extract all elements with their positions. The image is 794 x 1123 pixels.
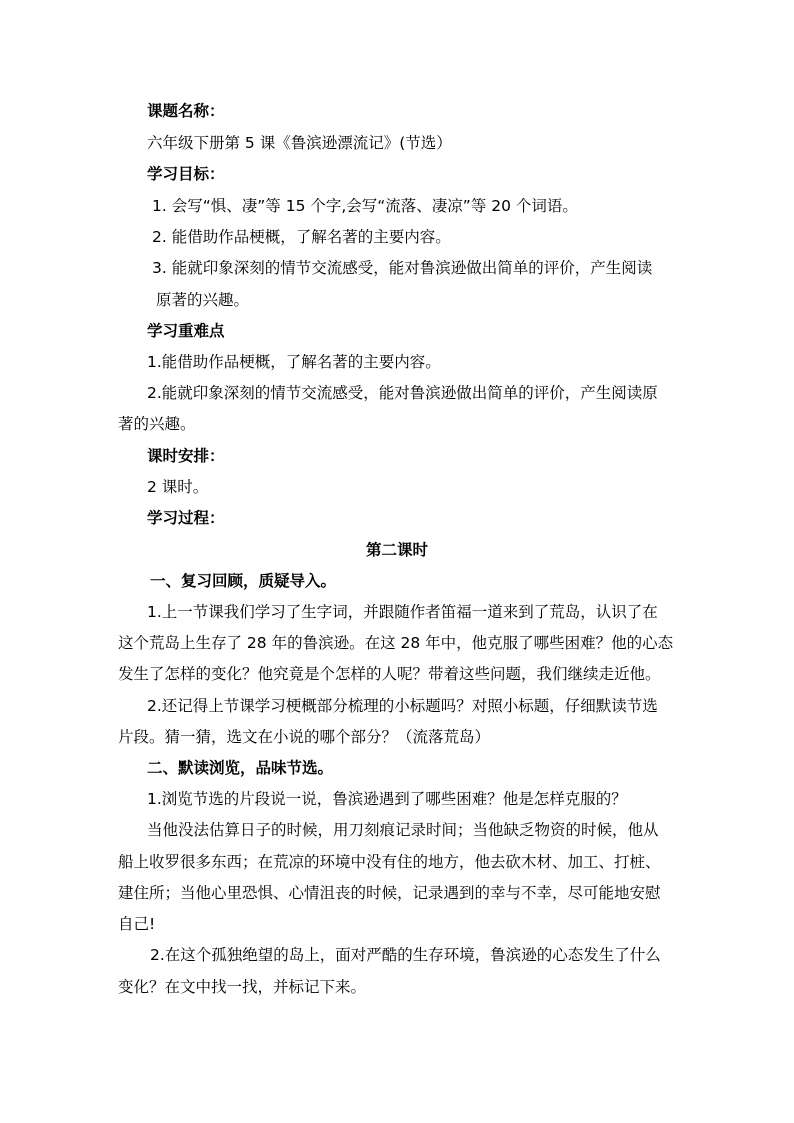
goal-item: 2. 能借助作品梗概，了解名著的主要内容。	[152, 228, 451, 246]
goal-item: 1. 会写“惧、凄”等 15 个字,会写“流落、凄凉”等 20 个词语。	[152, 197, 578, 215]
schedule-label: 课时安排：	[147, 447, 225, 465]
section-heading: 一、复习回顾，质疑导入。	[150, 572, 337, 590]
paragraph-line: 建住所；当他心里恐惧、心情沮丧的时候，记录遇到的幸与不幸，尽可能地安慰	[118, 884, 661, 902]
goal-item: 原著的兴趣。	[156, 291, 250, 309]
key-point-item: 1.能借助作品梗概，了解名著的主要内容。	[147, 353, 441, 371]
paragraph-line: 自己!	[118, 915, 156, 933]
paragraph-line: 2.还记得上节课学习梗概部分梳理的小标题吗？对照小标题，仔细默读节选	[147, 697, 658, 715]
key-point-item: 2.能就印象深刻的情节交流感受，能对鲁滨逊做出简单的评价，产生阅读原	[147, 384, 658, 402]
key-points-label: 学习重难点	[147, 322, 225, 340]
section-heading: 二、默读浏览，品味节选。	[147, 759, 334, 777]
goal-item: 3. 能就印象深刻的情节交流感受，能对鲁滨逊做出简单的评价，产生阅读	[152, 259, 653, 277]
paragraph-line: 2.在这个孤独绝望的岛上，面对严酷的生存环境，鲁滨逊的心态发生了什么	[150, 946, 661, 964]
lesson-title: 第二课时	[365, 541, 428, 559]
paragraph-line: 这个荒岛上生存了 28 年的鲁滨逊。在这 28 年中，他克服了哪些困难？他的心态	[118, 634, 674, 652]
course-name: 六年级下册第 5 课《鲁滨逊漂流记》(节选）	[147, 134, 452, 152]
paragraph-line: 片段。猜一猜，选文在小说的哪个部分？（流落荒岛）	[118, 728, 491, 746]
paragraph-line: 当他没法估算日子的时候，用刀刻痕记录时间；当他缺乏物资的时候，他从	[147, 821, 659, 839]
paragraph-line: 发生了怎样的变化？他究竟是个怎样的人呢？带着这些问题，我们继续走近他。	[118, 665, 661, 683]
paragraph-line: 1.浏览节选的片段说一说，鲁滨逊遇到了哪些困难？他是怎样克服的？	[147, 790, 627, 808]
paragraph-line: 1.上一节课我们学习了生字词，并跟随作者笛福一道来到了荒岛，认识了在	[147, 603, 658, 621]
key-point-item: 著的兴趣。	[118, 415, 196, 433]
schedule-value: 2 课时。	[147, 478, 209, 496]
paragraph-line: 船上收罗很多东西；在荒凉的环境中没有住的地方，他去砍木材、加工、打桩、	[118, 853, 661, 871]
process-label: 学习过程：	[147, 509, 225, 527]
paragraph-line: 变化？在文中找一找，并标记下来。	[118, 978, 367, 996]
course-name-label: 课题名称：	[147, 102, 225, 120]
goals-label: 学习目标：	[147, 165, 225, 183]
